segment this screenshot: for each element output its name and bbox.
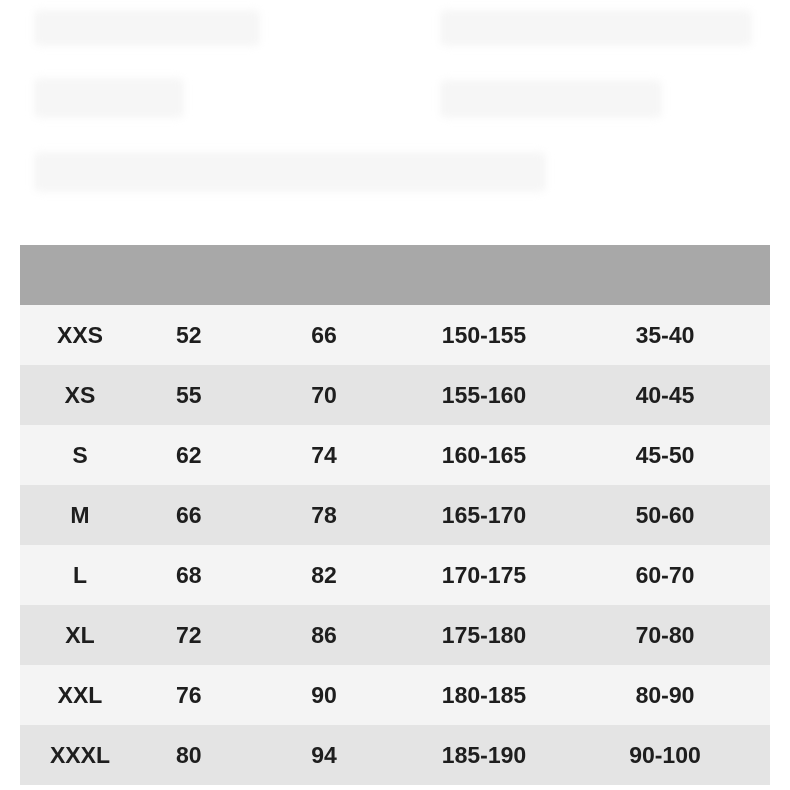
table-cell: 40-45 xyxy=(560,365,770,425)
table-cell: 52 xyxy=(140,305,240,365)
header-cell-4 xyxy=(408,245,560,305)
table-cell: 185-190 xyxy=(408,725,560,785)
blurred-text-block xyxy=(34,78,184,118)
table-cell: 175-180 xyxy=(408,605,560,665)
table-cell: 150-155 xyxy=(408,305,560,365)
blurred-text-block xyxy=(34,10,260,46)
table-cell: 70 xyxy=(240,365,408,425)
size-label-cell: XXXL xyxy=(20,725,140,785)
size-label-cell: L xyxy=(20,545,140,605)
size-label-cell: XL xyxy=(20,605,140,665)
table-cell: 74 xyxy=(240,425,408,485)
table-cell: 50-60 xyxy=(560,485,770,545)
size-label-cell: XS xyxy=(20,365,140,425)
header-row xyxy=(20,245,770,305)
blurred-text-block xyxy=(34,152,546,192)
table-cell: 160-165 xyxy=(408,425,560,485)
table-cell: 80 xyxy=(140,725,240,785)
blurred-text-block xyxy=(440,10,752,46)
header-cell-size xyxy=(20,245,140,305)
table-row xyxy=(20,485,770,545)
table-cell: 165-170 xyxy=(408,485,560,545)
table-cell: 72 xyxy=(140,605,240,665)
table-row xyxy=(20,545,770,605)
table-cell: 66 xyxy=(240,305,408,365)
table-cell: 35-40 xyxy=(560,305,770,365)
table-cell: 62 xyxy=(140,425,240,485)
table-cell: 60-70 xyxy=(560,545,770,605)
header-cell-2 xyxy=(140,245,240,305)
size-label-cell: XXL xyxy=(20,665,140,725)
table-cell: 155-160 xyxy=(408,365,560,425)
table-cell: 80-90 xyxy=(560,665,770,725)
table-cell: 180-185 xyxy=(408,665,560,725)
table-cell: 78 xyxy=(240,485,408,545)
table-row xyxy=(20,365,770,425)
table-row xyxy=(20,605,770,665)
table-row xyxy=(20,725,770,785)
size-label-cell: M xyxy=(20,485,140,545)
blurred-text-block xyxy=(440,80,662,118)
table-cell: 170-175 xyxy=(408,545,560,605)
size-chart-table xyxy=(20,245,770,785)
table-cell: 68 xyxy=(140,545,240,605)
table-body xyxy=(20,305,770,785)
table-cell: 66 xyxy=(140,485,240,545)
table-row xyxy=(20,305,770,365)
table-cell: 55 xyxy=(140,365,240,425)
table-cell: 45-50 xyxy=(560,425,770,485)
header-cell-5 xyxy=(560,245,770,305)
header-cell-3 xyxy=(240,245,408,305)
table-row xyxy=(20,665,770,725)
table-cell: 70-80 xyxy=(560,605,770,665)
table-header xyxy=(20,245,770,305)
size-label-cell: XXS xyxy=(20,305,140,365)
table-cell: 76 xyxy=(140,665,240,725)
table-cell: 86 xyxy=(240,605,408,665)
table-cell: 94 xyxy=(240,725,408,785)
table-cell: 90-100 xyxy=(560,725,770,785)
table-cell: 82 xyxy=(240,545,408,605)
table-cell: 90 xyxy=(240,665,408,725)
table-row xyxy=(20,425,770,485)
size-label-cell: S xyxy=(20,425,140,485)
